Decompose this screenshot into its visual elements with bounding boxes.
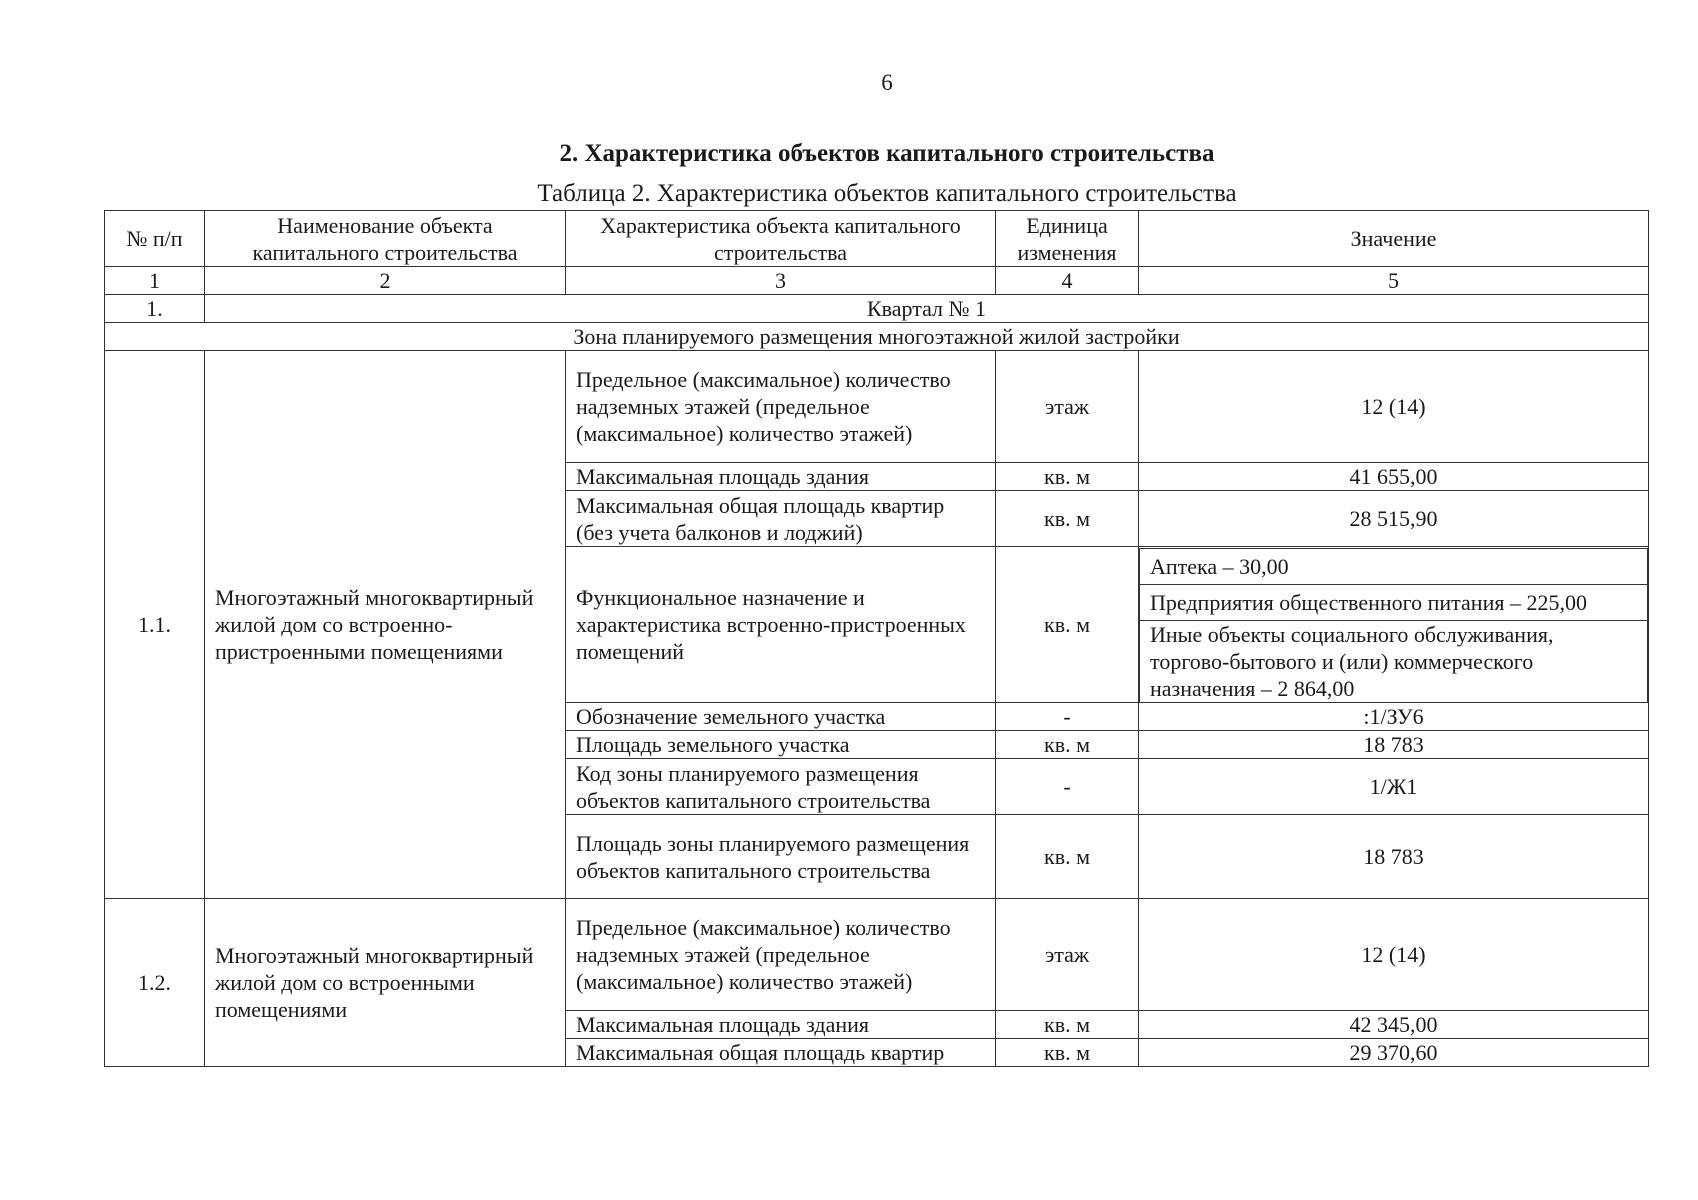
characteristic-cell: Обозначение земельного участка xyxy=(566,703,996,731)
unit-cell: кв. м xyxy=(996,1011,1139,1039)
unit-cell: кв. м xyxy=(996,463,1139,491)
characteristic-cell: Максимальная площадь здания xyxy=(566,463,996,491)
object-number: 1.2. xyxy=(105,899,205,1067)
unit-cell: кв. м xyxy=(996,815,1139,899)
characteristic-cell: Код зоны планируемого размещения объектов капитального строительства xyxy=(566,759,996,815)
zone-label: Зона планируемого размещения многоэтажной жилой застройки xyxy=(105,323,1649,351)
column-number: 5 xyxy=(1139,267,1649,295)
unit-cell: этаж xyxy=(996,351,1139,463)
quarter-label: Квартал № 1 xyxy=(205,295,1649,323)
quarter-row xyxy=(105,295,1649,323)
header-cell: Характеристика объекта капитального строительства xyxy=(566,211,996,267)
characteristic-cell: Площадь зоны планируемого размещения объектов капитального строительства xyxy=(566,815,996,899)
header-cell: Наименование объекта капитального строительства xyxy=(205,211,566,267)
object-number: 1.1. xyxy=(105,351,205,899)
column-number: 2 xyxy=(205,267,566,295)
characteristic-cell: Максимальная общая площадь квартир xyxy=(566,1039,996,1067)
value-cell: 12 (14) xyxy=(1139,351,1649,463)
value-cell: 29 370,60 xyxy=(1139,1039,1649,1067)
table-caption: Таблица 2. Характеристика объектов капитального строительства xyxy=(537,180,1237,207)
value-cell: 18 783 xyxy=(1139,815,1649,899)
object-name: Многоэтажный многоквартирный жилой дом со встроенно-пристроенными помещениями xyxy=(205,351,566,899)
table-header-row xyxy=(105,211,1649,267)
unit-cell: кв. м xyxy=(996,491,1139,547)
characteristics-table xyxy=(104,210,1649,1067)
characteristic-cell: Функциональное назначение и характеристика встроенно-пристроенных помещений xyxy=(566,547,996,703)
unit-cell: - xyxy=(996,703,1139,731)
table-row xyxy=(105,899,1649,1011)
characteristic-cell: Предельное (максимальное) количество надземных этажей (предельное (максимальное) количество этажей) xyxy=(566,899,996,1011)
header-cell: Единица изменения xyxy=(996,211,1139,267)
zone-row xyxy=(105,323,1649,351)
value-cell: 28 515,90 xyxy=(1139,491,1649,547)
value-subtable xyxy=(1139,548,1648,702)
characteristic-cell: Предельное (максимальное) количество надземных этажей (предельное (максимальное) количество этажей) xyxy=(566,351,996,463)
characteristic-cell: Максимальная площадь здания xyxy=(566,1011,996,1039)
value-cell: 41 655,00 xyxy=(1139,463,1649,491)
header-cell: Значение xyxy=(1139,211,1649,267)
characteristic-cell: Площадь земельного участка xyxy=(566,731,996,759)
value-cell: 18 783 xyxy=(1139,731,1649,759)
value-cell: 12 (14) xyxy=(1139,899,1649,1011)
unit-cell: - xyxy=(996,759,1139,815)
unit-cell: кв. м xyxy=(996,547,1139,703)
value-subrow: Аптека – 30,00 xyxy=(1140,548,1648,584)
page-number: 6 xyxy=(881,70,893,95)
value-subrow: Иные объекты социального обслуживания, торгово-бытового и (или) коммерческого назначения – 2 864,00 xyxy=(1140,620,1648,702)
table-row xyxy=(105,351,1649,463)
unit-cell: этаж xyxy=(996,899,1139,1011)
unit-cell: кв. м xyxy=(996,1039,1139,1067)
quarter-number: 1. xyxy=(105,295,205,323)
value-cell: :1/ЗУ6 xyxy=(1139,703,1649,731)
header-cell: № п/п xyxy=(105,211,205,267)
column-number: 3 xyxy=(566,267,996,295)
unit-cell: кв. м xyxy=(996,731,1139,759)
section-heading: 2. Характеристика объектов капитального строительства xyxy=(559,140,1215,167)
column-number-row xyxy=(105,267,1649,295)
object-name: Многоэтажный многоквартирный жилой дом со встроенными помещениями xyxy=(205,899,566,1067)
value-cell-group xyxy=(1139,547,1649,703)
characteristic-cell: Максимальная общая площадь квартир (без учета балконов и лоджий) xyxy=(566,491,996,547)
value-subrow: Предприятия общественного питания – 225,00 xyxy=(1140,584,1648,620)
value-cell: 42 345,00 xyxy=(1139,1011,1649,1039)
column-number: 1 xyxy=(105,267,205,295)
value-cell: 1/Ж1 xyxy=(1139,759,1649,815)
column-number: 4 xyxy=(996,267,1139,295)
